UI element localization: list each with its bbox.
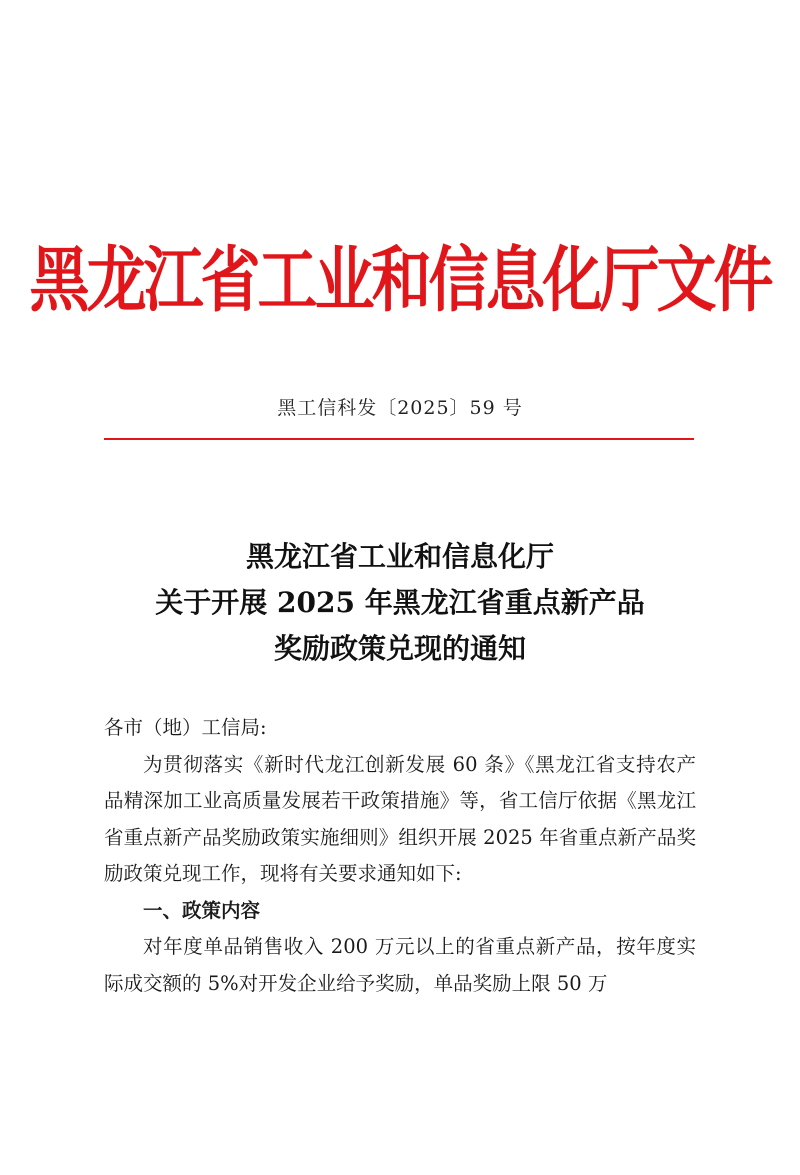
document-title (0, 534, 800, 672)
title-line-3: 奖励政策兑现的通知 (273, 632, 526, 665)
intro-paragraph: 为贯彻落实《新时代龙江创新发展 60 条》《黑龙江省支持农产品精深加工业高质量发展若干政策措施》等，省工信厅依据《黑龙江省重点新产品奖励政策实施细则》组织开展 2025 年省重点新产品奖励政策兑现工作，现将有关要求通知如下: (104, 752, 696, 885)
title-line-1: 黑龙江省工业和信息化厅 (245, 540, 554, 573)
document-number: 黑工信科发〔2025〕59 号 (277, 397, 523, 419)
red-divider-line (104, 438, 694, 440)
document-masthead: 黑龙江省工业和信息化厅文件 (29, 239, 771, 323)
title-line-2: 关于开展 2025 年黑龙江省重点新产品 (155, 586, 645, 619)
policy-paragraph: 对年度单品销售收入 200 万元以上的省重点新产品，按年度实际成交额的 5%对开发企业给予奖励，单品奖励上限 50 万 (104, 935, 696, 995)
section-heading-policy-content: 一、政策内容 (143, 898, 261, 922)
document-body (104, 710, 696, 1002)
salutation: 各市（地）工信局: (104, 716, 267, 739)
